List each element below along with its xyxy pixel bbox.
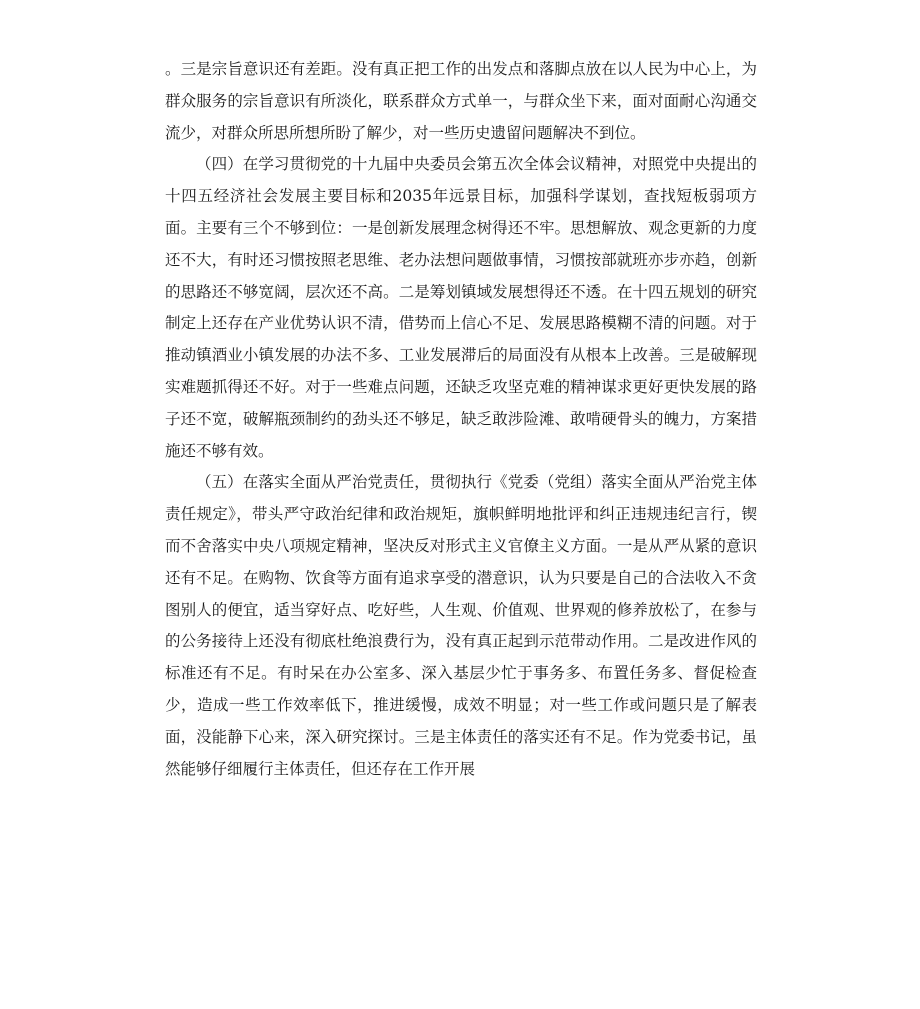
paragraph-3-section-five: （五）在落实全面从严治党责任，贯彻执行《党委（党组）落实全面从严治党主体责任规定》，带头严守政治纪律和政治规矩，旗帜鲜明地批评和纠正违规违纪言行，锲而不舍落实中央八项规定精神，坚决反对形式主义官僚主义方面。一是从严从紧的意识还有不足。在购物、饮食等方面有追求享受的潜意识，认为只要是自己的合法收入不贪图别人的便宜，适当穿好点、吃好些，人生观、价值观、世界观的修养放松了，在参与的公务接待上还没有彻底杜绝浪费行为，没有真正起到示范带动作用。二是改进作风的标准还有不足。有时呆在办公室多、深入基层少忙于事务多、布置任务多、督促检查少，造成一些工作效率低下，推进缓慢，成效不明显；对一些工作或问题只是了解表面，没能静下心来，深入研究探讨。三是主体责任的落实还有不足。作为党委书记，虽然能够仔细履行主体责任，但还存在工作开展 [165, 473, 757, 778]
document-body [165, 54, 757, 785]
paragraph-1: 。三是宗旨意识还有差距。没有真正把工作的出发点和落脚点放在以人民为中心上，为群众服务的宗旨意识有所淡化，联系群众方式单一，与群众坐下来，面对面耐心沟通交流少，对群众所思所想所盼了解少，对一些历史遗留问题解决不到位。 [165, 60, 757, 142]
paragraph-2-section-four: （四）在学习贯彻党的十九届中央委员会第五次全体会议精神，对照党中央提出的十四五经济社会发展主要目标和2035年远景目标，加强科学谋划，查找短板弱项方面。主要有三个不够到位：一是创新发展理念树得还不牢。思想解放、观念更新的力度还不大，有时还习惯按照老思维、老办法想问题做事情，习惯按部就班亦步亦趋，创新的思路还不够宽阔，层次还不高。二是筹划镇域发展想得还不透。在十四五规划的研究制定上还存在产业优势认识不清，借势而上信心不足、发展思路模糊不清的问题。对于推动镇酒业小镇发展的办法不多、工业发展滞后的局面没有从根本上改善。三是破解现实难题抓得还不好。对于一些难点问题，还缺乏攻坚克难的精神谋求更好更快发展的路子还不宽，破解瓶颈制约的劲头还不够足，缺乏敢涉险滩、敢啃硬骨头的魄力，方案措施还不够有效。 [165, 155, 757, 460]
